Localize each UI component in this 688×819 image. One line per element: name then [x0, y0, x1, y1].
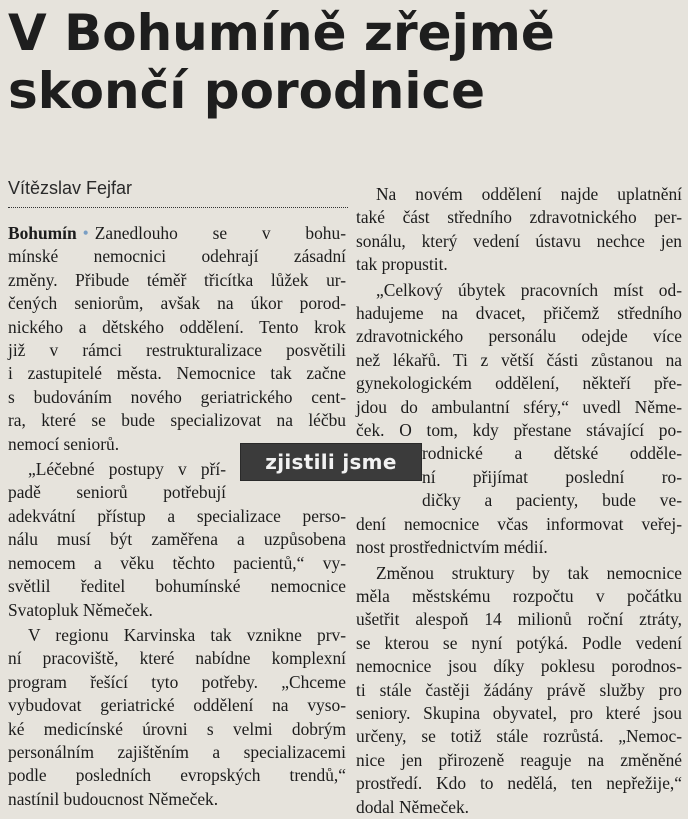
text-line: program řešící tyto potřeby. „Chceme — [8, 671, 346, 692]
headline-line-1: V Bohumíně zřejmě — [8, 4, 555, 62]
bullet-icon: • — [82, 223, 89, 243]
text-line: tak propustit. — [356, 254, 448, 275]
text-line: nického a dětského oddělení. Tento krok — [8, 316, 346, 337]
text-line: čených seniorům, avšak na úkor porod- — [8, 293, 346, 314]
text-line: adekvátní přístup a specializace perso- — [8, 505, 346, 526]
text-line: „Léčebné postupy v pří- — [28, 459, 226, 480]
text-line: rodnické a dětské odděle- — [422, 443, 682, 464]
text-line: určeny, se totiž stále rozrůstá. „Nemoc- — [356, 726, 682, 747]
text-line: ti stále častěji žádány právě služby pro — [356, 679, 682, 700]
text-line: než lékařů. Ti z větší části zůstanou na — [356, 349, 682, 370]
article-headline — [8, 4, 684, 120]
text-line: V regionu Karvinska tak vznikne prv- — [28, 624, 346, 645]
text-line: prostředí. Kdo to nedělá, ten nepřežije,“ — [356, 773, 682, 794]
paragraph — [8, 458, 346, 622]
text-line: ní přijímat poslední ro- — [422, 466, 682, 487]
text-line: personálním zajištěním a specializacemi — [8, 741, 346, 762]
article-column-left — [8, 222, 346, 811]
text-line: měla městskému rozpočtu v počátku — [356, 585, 682, 606]
article-column-right — [356, 183, 682, 819]
text-line: vybudovat geriatrické oddělení na vyso- — [8, 695, 346, 716]
text-line: nastínil budoucnost Němeček. — [8, 788, 219, 809]
text-line — [8, 222, 346, 245]
text-line: již v rámci restrukturalizace posvětili — [8, 340, 346, 361]
headline-line-2: skončí porodnice — [8, 62, 486, 120]
text-line: mínské nemocnici odehrají zásadní — [8, 246, 346, 267]
text-line: ké medicínské úrovni s velmi dobrým — [8, 718, 346, 739]
byline-divider — [8, 207, 348, 208]
text-line: se kterou se nyní potýká. Podle vedení — [356, 632, 682, 653]
text-line: také část středního zdravotnického per- — [356, 207, 682, 228]
text-line: nemocem a věku těchto pacientů,“ vy- — [8, 552, 346, 573]
text-line: seniory. Skupina obyvatel, pro které jsou — [356, 702, 682, 723]
text-line: nemocnice jsou díky poklesu porodnos- — [356, 656, 682, 677]
text-line: dičky a pacienty, bude ve- — [422, 490, 682, 511]
text-line: hadujeme na dvacet, přičemž středního — [356, 303, 682, 324]
text-line: dodal Němeček. — [356, 796, 469, 817]
text-line: nemocí seniorů. — [8, 433, 120, 454]
section-badge: zjistili jsme — [240, 443, 422, 481]
paragraph — [8, 624, 346, 811]
text-line: změny. Přibude téměř třicítka lůžek ur- — [8, 269, 346, 290]
author-byline: Vítězslav Fejfar — [8, 178, 133, 198]
paragraph — [356, 562, 682, 819]
text-line: ní pracoviště, které nabídne komplexní — [8, 648, 346, 669]
text-line: Na novém oddělení najde uplatnění — [376, 184, 682, 204]
paragraph — [8, 222, 346, 456]
text-line: ušetřit alespoň 14 milionů roční ztráty, — [356, 609, 682, 630]
text-line: jdou do ambulantní sféry,“ uvedl Něme- — [356, 396, 682, 417]
text-line: nálu musí být zaměřena a uzpůsobena — [8, 529, 346, 550]
text-line: gynekologickém oddělení, někteří pře- — [356, 373, 682, 394]
text-line: „Celkový úbytek pracovních míst od- — [376, 279, 682, 300]
paragraph — [356, 279, 682, 560]
text-line: s budováním nového geriatrického cent- — [8, 386, 346, 407]
text-line: sonálu, který vedení ústavu nechce jen — [356, 230, 682, 251]
text-line: i zastupitelé města. Nemocnice tak začne — [8, 363, 346, 384]
text-line: dení nemocnice včas informovat veřej- — [356, 513, 682, 534]
lead-text: Zanedlouho se v bohu- — [94, 223, 346, 243]
text-line: nice jen přirozeně reaguje na změněné — [356, 749, 682, 770]
text-line: světlil ředitel bohumínské nemocnice — [8, 576, 346, 597]
paragraph — [356, 183, 682, 277]
text-line: Svatopluk Němeček. — [8, 599, 153, 620]
text-line: podle posledních evropských trendů,“ — [8, 765, 346, 786]
text-line: ra, které se bude specializovat na léčbu — [8, 410, 346, 431]
text-line: zdravotnického personálu odejde více — [356, 326, 682, 347]
dateline: Bohumín — [8, 223, 77, 243]
text-line: ček. O tom, kdy přestane stávající po- — [356, 420, 682, 441]
text-line: Změnou struktury by tak nemocnice — [376, 562, 682, 583]
text-line: nost prostřednictvím médií. — [356, 537, 548, 558]
text-line: padě seniorů potřebují — [8, 482, 226, 503]
